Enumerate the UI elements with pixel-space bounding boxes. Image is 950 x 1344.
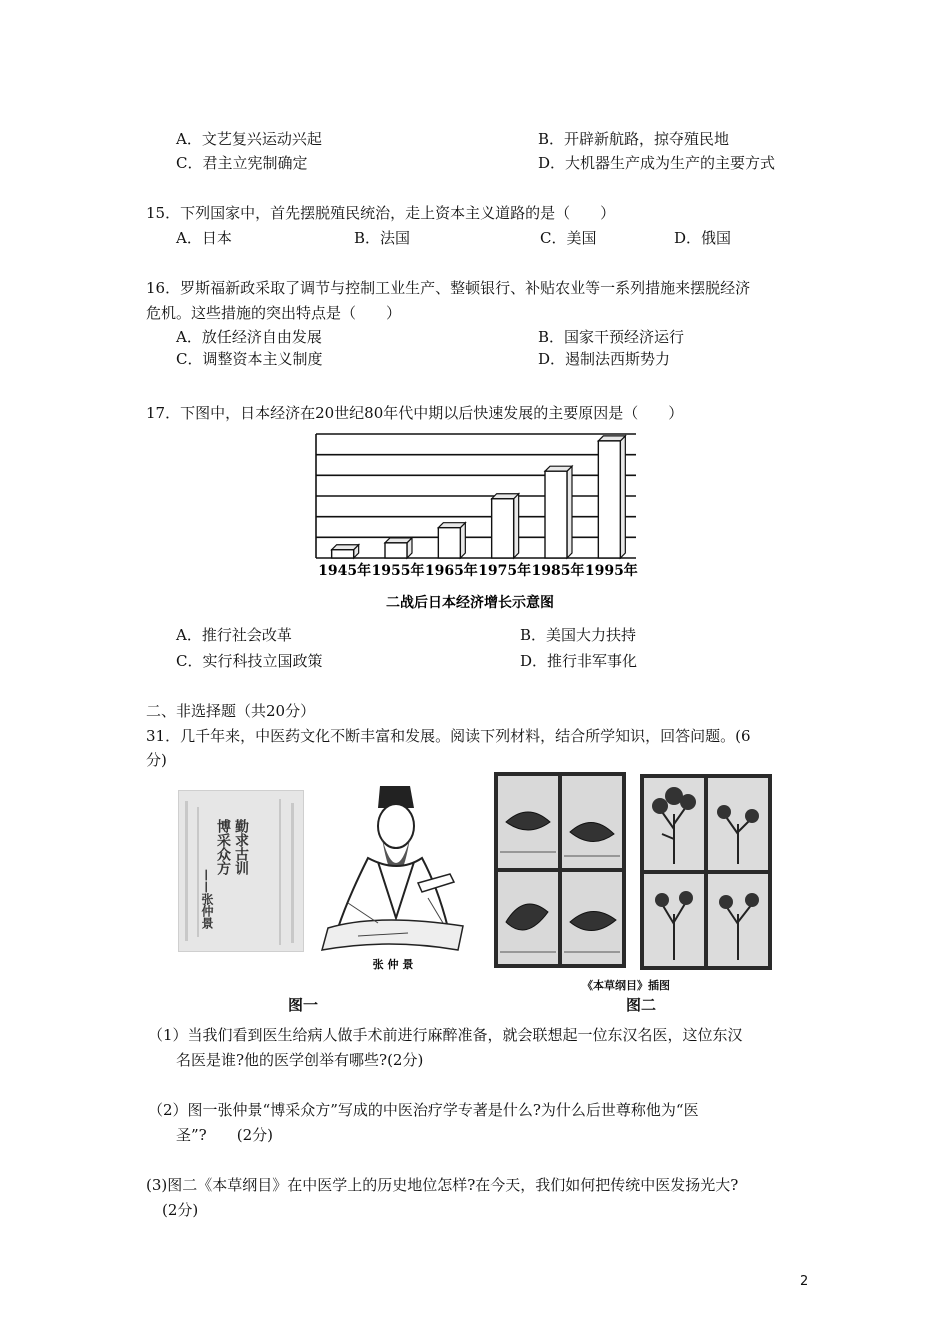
q15-option-b: B．法国 [354,229,411,247]
japan-economy-chart [310,428,650,618]
zhang-zhongjing-portrait [318,778,468,973]
chart-xtick-label: 1965年 [424,563,478,579]
chart-bar-top [545,466,572,471]
chart-bar-side [514,494,519,558]
portrait-caption: 张 仲 景 [372,958,414,971]
q31-sub2-line1: （2）图一张仲景“博采众方”写成的中医治疗学专著是什么?为什么后世尊称他为“医 [148,1101,699,1119]
q16-stem-line1: 16．罗斯福新政采取了调节与控制工业生产、整顿银行、补贴农业等一系列措施来摆脱经济 [146,279,751,297]
chart-bar-front [492,499,514,558]
q15-option-d: D．俄国 [674,229,732,247]
chart-bar-front [438,528,460,558]
page-number: 2 [800,1274,809,1289]
q16-stem-line2: 危机。这些措施的突出特点是（ ） [146,304,402,322]
calligraphy-signature: ——张仲景 [200,869,214,929]
chart-bar-side [460,523,465,558]
q16-option-b: B．国家干预经济运行 [538,328,685,346]
q15-option-a: A．日本 [176,229,232,247]
chart-xtick-label: 1955年 [371,563,425,579]
chart-bar-front [332,550,354,558]
q17-option-b: B．美国大力扶持 [520,626,637,644]
q16-option-a: A．放任经济自由发展 [176,328,322,346]
q17-option-d: D．推行非军事化 [520,652,638,670]
q31-sub3-line1: (3)图二《本草纲目》在中医学上的历史地位怎样?在今天，我们如何把传统中医发扬光大? [146,1176,739,1194]
q31-sub2-line2: 圣”? (2分) [176,1126,273,1144]
q31-sub1-line2: 名医是谁?他的医学创举有哪些?(2分) [176,1051,424,1069]
q16-option-d: D．遏制法西斯势力 [538,350,671,368]
q14-option-c: C．君主立宪制确定 [176,154,308,172]
chart-bar-1975年 [492,494,519,558]
figure1-label: 图一 [288,996,319,1014]
chart-bar-1945年 [332,545,359,558]
chart-bar-1965年 [438,523,465,558]
chart-bar-front [598,441,620,558]
q31-stem-line1: 31．几千年来，中医药文化不断丰富和发展。阅读下列材料，结合所学知识，回答问题。(6 [146,727,751,745]
q31-stem-line2: 分) [146,751,167,769]
chart-xticks [318,562,638,579]
chart-bar-top [598,436,625,441]
chart-bar-1995年 [598,436,625,558]
chart-title: 二战后日本经济增长示意图 [386,595,554,611]
chart-bar-front [385,543,407,558]
section2-title: 二、非选择题（共20分） [146,702,316,720]
q15-stem: 15．下列国家中，首先摆脱殖民统治，走上资本主义道路的是（ ） [146,204,616,222]
chart-xtick-label: 1945年 [318,563,372,579]
q14-option-d: D．大机器生产成为生产的主要方式 [538,154,776,172]
q15-option-c: C．美国 [540,229,597,247]
chart-bar-side [620,436,625,558]
chart-bar-top [492,494,519,499]
bencao-fish-illustration [494,772,626,968]
q17-option-a: A．推行社会改革 [176,626,292,644]
bencao-plant-illustration [640,774,772,970]
q31-sub3-line2: (2分) [162,1201,199,1219]
figure2-caption: 《本草纲目》插图 [582,979,670,992]
chart-grid [316,434,636,558]
calligraphy-line-1: 勤求古训 [233,819,249,875]
chart-bar-1955年 [385,538,412,558]
q14-option-b: B．开辟新航路，掠夺殖民地 [538,130,730,148]
q16-option-c: C．调整资本主义制度 [176,350,323,368]
calligraphy-line-2: 博采众方 [215,819,231,875]
chart-bar-front [545,471,567,558]
chart-xtick-label: 1995年 [584,563,638,579]
chart-bar-top [438,523,465,528]
chart-bar-1985年 [545,466,572,558]
chart-bar-side [567,466,572,558]
chart-bar-top [332,545,359,550]
zhang-zhongjing-calligraphy [178,790,304,952]
chart-xtick-label: 1975年 [478,563,532,579]
q17-stem: 17．下图中，日本经济在20世纪80年代中期以后快速发展的主要原因是（ ） [146,404,684,422]
chart-bar-top [385,538,412,543]
chart-xtick-label: 1985年 [531,563,585,579]
q17-option-c: C．实行科技立国政策 [176,652,323,670]
figure2-label: 图二 [626,996,657,1014]
q31-sub1-line1: （1）当我们看到医生给病人做手术前进行麻醉准备，就会联想起一位东汉名医，这位东汉 [148,1026,743,1044]
q14-option-a: A．文艺复兴运动兴起 [176,130,322,148]
